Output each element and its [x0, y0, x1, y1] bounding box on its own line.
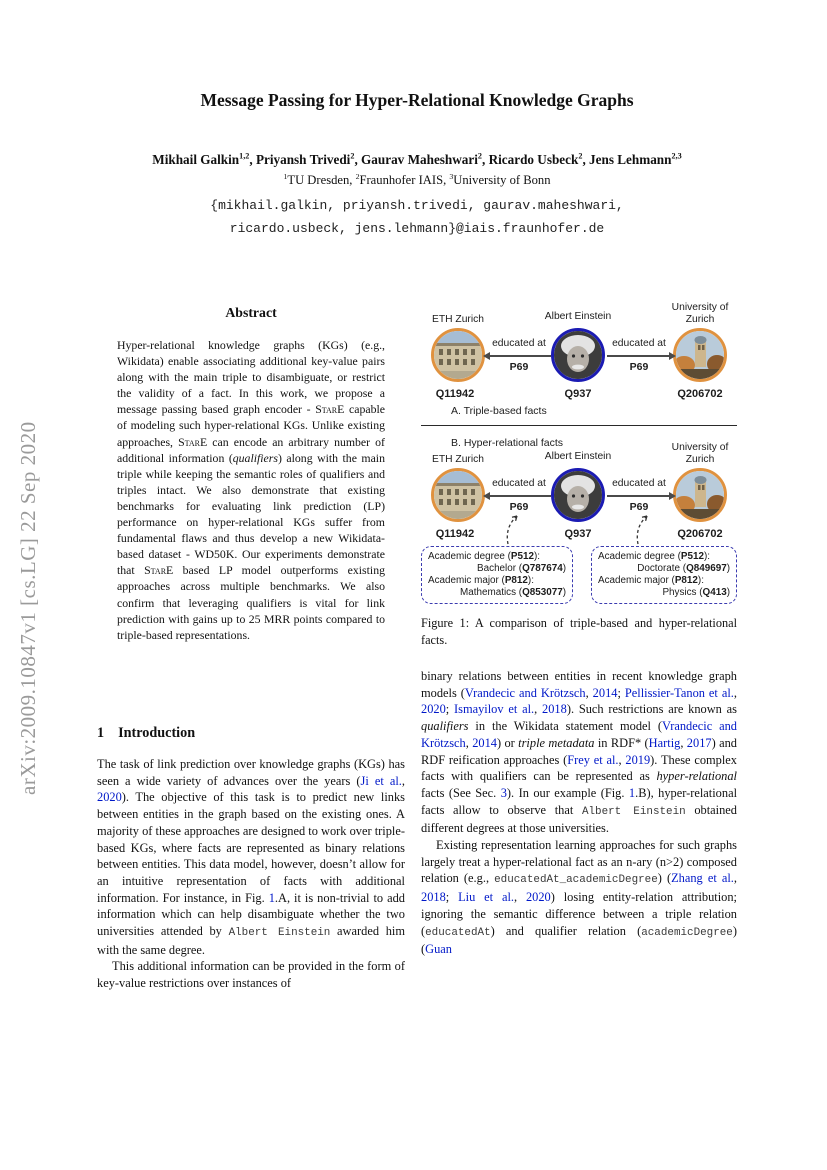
citation-link[interactable]: 2018 — [421, 890, 446, 905]
qualifier-line: Mathematics (Q853077) — [460, 587, 566, 599]
citation-link[interactable]: 2020 — [525, 890, 551, 905]
citation-link[interactable]: 2014 — [592, 685, 618, 700]
citation-link[interactable]: 2020 — [97, 790, 122, 805]
qualifier-line: Physics (Q413) — [662, 587, 730, 599]
abstract-heading: Abstract — [225, 305, 277, 320]
edge-line-right-b — [607, 495, 669, 497]
citation-link[interactable]: Vrandecic and Krötzsch — [464, 685, 586, 700]
node-id-eth-b: Q11942 — [435, 528, 475, 540]
node-id-einstein-b: Q937 — [564, 528, 592, 540]
part-b-label: B. Hyper-relational facts — [451, 437, 564, 449]
eth-zurich-photo-b — [431, 468, 485, 522]
citation-link[interactable]: Vrandecic and Krötzsch — [421, 719, 737, 750]
citation-link[interactable]: 3 — [500, 785, 507, 800]
node-label-einstein-a: Albert Einstein — [544, 311, 612, 322]
edge-property-left-a: P69 — [509, 361, 529, 373]
einstein-photo-b — [551, 468, 605, 522]
introduction-section — [97, 725, 405, 992]
citation-link[interactable]: Guan — [425, 942, 452, 957]
section-number: 1 — [97, 725, 105, 741]
paper-title: Message Passing for Hyper-Relational Knowledge Graphs — [200, 90, 634, 110]
figure-1 — [421, 298, 737, 610]
einstein-photo — [551, 328, 605, 382]
node-id-uzh-a: Q206702 — [677, 388, 723, 400]
citation-link[interactable]: Ji et al. — [360, 773, 402, 788]
citation-link[interactable]: 2014 — [472, 735, 497, 750]
qualifier-line: Bachelor (Q787674) — [477, 563, 566, 575]
email-block — [97, 194, 737, 240]
portrait-icon — [554, 331, 602, 379]
citation-link[interactable]: Liu et al. — [458, 890, 514, 905]
node-id-eth-a: Q11942 — [435, 388, 475, 400]
citation-link[interactable]: Frey et al. — [567, 752, 619, 767]
uzh-photo — [673, 328, 727, 382]
edge-line-left-a — [489, 355, 551, 357]
email-line-1: {mikhail.galkin, priyansh.trivedi, gaurav.maheshwari, — [210, 198, 624, 213]
arrow-head-right-b — [669, 492, 676, 500]
edge-line-right-a — [607, 355, 669, 357]
author-line: Mikhail Galkin$^{1,2}$, Priyansh Trivedi$^2$, Gaurav Maheshwari$^2$, Ricardo Usbeck$^2$, Jens Lehmann$^{2,3}$ — [152, 151, 682, 167]
right-paragraph-1: binary relations between entities in recent knowledge graph models (Vrandecic and Krötzsch, 2014; Pellissier-Tanon et al., 2020; Ismayilov et al., 2018). Such restrictions are known as qualifiers in the Wikidata statement model (Vrandecic and Krötzsch, 2014) or triple metadata in RDF* (Hartig, 2017) and RDF reification approaches (Frey et al., 2019). These complex facts with qualifiers can be represented as hyper-relational facts (See Sec. 3). In our example (Fig. 1.B), hyper-relational facts allow to observe that Albert Einstein obtained different degrees at those universities. — [421, 669, 738, 836]
node-id-uzh-b: Q206702 — [677, 528, 723, 540]
tower-icon — [676, 471, 724, 519]
citation-link[interactable]: 2019 — [625, 752, 651, 767]
node-label-uzh-b: University of Zurich — [671, 442, 729, 465]
citation-link[interactable]: 1 — [628, 785, 636, 800]
right-column-text — [421, 668, 737, 958]
citation-link[interactable]: 1 — [268, 890, 275, 905]
edge-label-right-a: educated at — [612, 338, 666, 349]
building-icon — [434, 331, 482, 379]
intro-paragraph-1: The task of link prediction over knowledge graphs (KGs) has seen a wide variety of advances over the years (Ji et al., 2020). The objective of this task is to predict new links between entities in the graph based on the existing ones. A majority of these approaches are designed to work over triple-based KGs, where facts are represented as binary relations between entities. This data model, however, doesn’t allow for an intuitive representation of facts with additional information. For instance, in Fig. 1.A, it is non-trivial to add information which can help disambiguate whether the two universities attended by Albert Einstein awarded him with the same degree. — [97, 757, 405, 957]
citation-link[interactable]: 2018 — [542, 702, 567, 717]
tower-icon — [676, 331, 724, 379]
qualifier-line: Academic degree (P512): — [598, 551, 711, 562]
node-label-einstein-b: Albert Einstein — [544, 451, 612, 462]
figure-caption: Figure 1: A comparison of triple-based and hyper-relational facts. — [421, 616, 737, 647]
citation-link[interactable]: Hartig — [648, 735, 681, 750]
building-icon — [434, 471, 482, 519]
uzh-photo-b — [673, 468, 727, 522]
citation-link[interactable]: 2017 — [686, 735, 712, 750]
qualifier-box-left — [421, 546, 573, 604]
part-a-label: A. Triple-based facts — [451, 405, 547, 417]
edge-label-right-b: educated at — [612, 478, 666, 489]
affiliation-line: $^1$TU Dresden, $^2$Fraunhofer IAIS, $^3$University of Bonn — [283, 171, 551, 187]
qualifier-line: Doctorate (Q849697) — [637, 563, 730, 575]
edge-property-right-b: P69 — [629, 501, 649, 513]
arxiv-identifier-strip: arXiv:2009.10847v1 [cs.LG] 22 Sep 2020 — [16, 421, 40, 795]
introduction-heading — [97, 725, 405, 742]
edge-line-left-b — [489, 495, 551, 497]
abstract-text: Hyper-relational knowledge graphs (KGs) (e.g., Wikidata) enable associating additional key-value pairs along with the main triple to disambiguate, or restrict the validity of a fact. In this work, we propose a message passing based graph encoder - StarE capable of modeling such hyper-relational KGs. Unlike existing approaches, StarE can encode an arbitrary number of additional information (qualifiers) along with the main triple while keeping the semantic roles of qualifiers and triples intact. We also demonstrate that existing benchmarks for evaluating link prediction (LP) performance on hyper-relational KGs suffer from fundamental flaws and thus develop a new Wikidata-based dataset - WD50K. Our experiments demonstrate that StarE based LP model outperforms existing approaches across multiple benchmarks. We also confirm that leveraging qualifiers is vital for link prediction with gains up to 25 MRR points compared to triple-based representations. — [117, 338, 386, 642]
node-label-uzh-a: University of Zurich — [671, 302, 729, 325]
qualifier-box-right — [591, 546, 737, 604]
figure-divider — [421, 425, 737, 426]
arrow-head-right-a — [669, 352, 676, 360]
edge-property-left-b: P69 — [509, 501, 529, 513]
intro-paragraph-2: This additional information can be provided in the form of key-value restrictions over instances of — [97, 959, 405, 991]
edge-label-left-b: educated at — [492, 478, 546, 489]
node-label-eth-a: ETH Zurich — [431, 314, 485, 325]
edge-property-right-a: P69 — [629, 361, 649, 373]
portrait-icon — [554, 471, 602, 519]
right-paragraph-2: Existing representation learning approaches for such graphs largely treat a hyper-relational fact as an n-ary (n>2) composed relation (e.g., educatedAt_academicDegree) (Zhang et al., 2018; Liu et al., 2020) losing entity-relation attribution; ignoring the semantic difference between a triple relation (educatedAt) and qualifier relation (academicDegree) (Guan — [421, 838, 737, 957]
section-title: Introduction — [118, 725, 196, 741]
email-line-2: ricardo.usbeck, jens.lehmann}@iais.fraunhofer.de — [229, 221, 605, 236]
abstract-section — [97, 305, 405, 643]
citation-link[interactable]: 2020 — [421, 702, 446, 717]
citation-link[interactable]: Ismayilov et al. — [454, 702, 535, 717]
citation-link[interactable]: Zhang et al. — [671, 871, 734, 886]
node-id-einstein-a: Q937 — [564, 388, 592, 400]
citation-link[interactable]: Pellissier-Tanon et al. — [624, 685, 734, 700]
node-label-eth-b: ETH Zurich — [431, 454, 485, 465]
edge-label-left-a: educated at — [492, 338, 546, 349]
qualifier-line: Academic degree (P512): — [428, 551, 541, 562]
qualifier-line: Academic major (P812): — [428, 575, 534, 587]
eth-zurich-photo — [431, 328, 485, 382]
qualifier-line: Academic major (P812): — [598, 575, 704, 587]
